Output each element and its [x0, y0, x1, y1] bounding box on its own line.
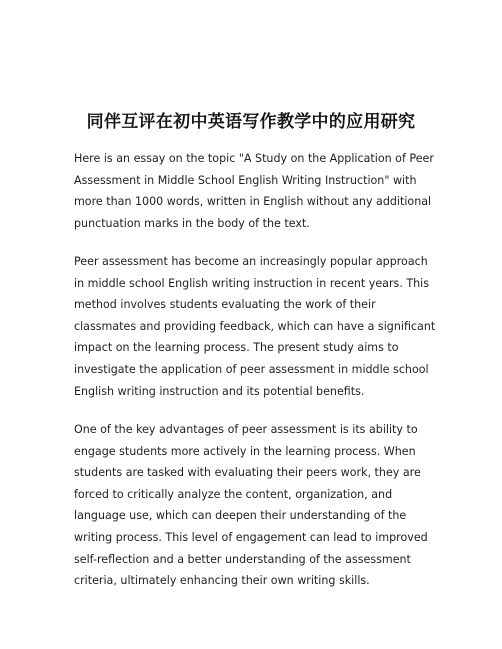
paragraph-advantages: One of the key advantages of peer assessment is its ability to engage students more actively in the learning process. When students are tasked with evaluating their peers work, they are forced to critically analyze the content, organization, and language use, which can deepen their understanding of the writing process. This level of engagement can lead to improved self-reflection and a better understanding of the assessment criteria, ultimately enhancing their own writing skills.	[74, 423, 428, 588]
paragraph-intro: Here is an essay on the topic "A Study on the Application of Peer Assessment in Middle School English Writing Instruction" with more than 1000 words, written in English without any additional punctuation marks in the body of the text.	[74, 152, 434, 230]
paragraph-peer-assessment: Peer assessment has become an increasingly popular approach in middle school English writing instruction in recent years. This method involves students evaluating the work of their classmates and providing feedback, which can have a significant impact on the learning process. The present study aims to investigate the application of peer assessment in middle school English writing instruction and its potential benefits.	[74, 255, 436, 398]
document-title: 同伴互评在初中英语写作教学中的应用研究	[86, 112, 416, 132]
